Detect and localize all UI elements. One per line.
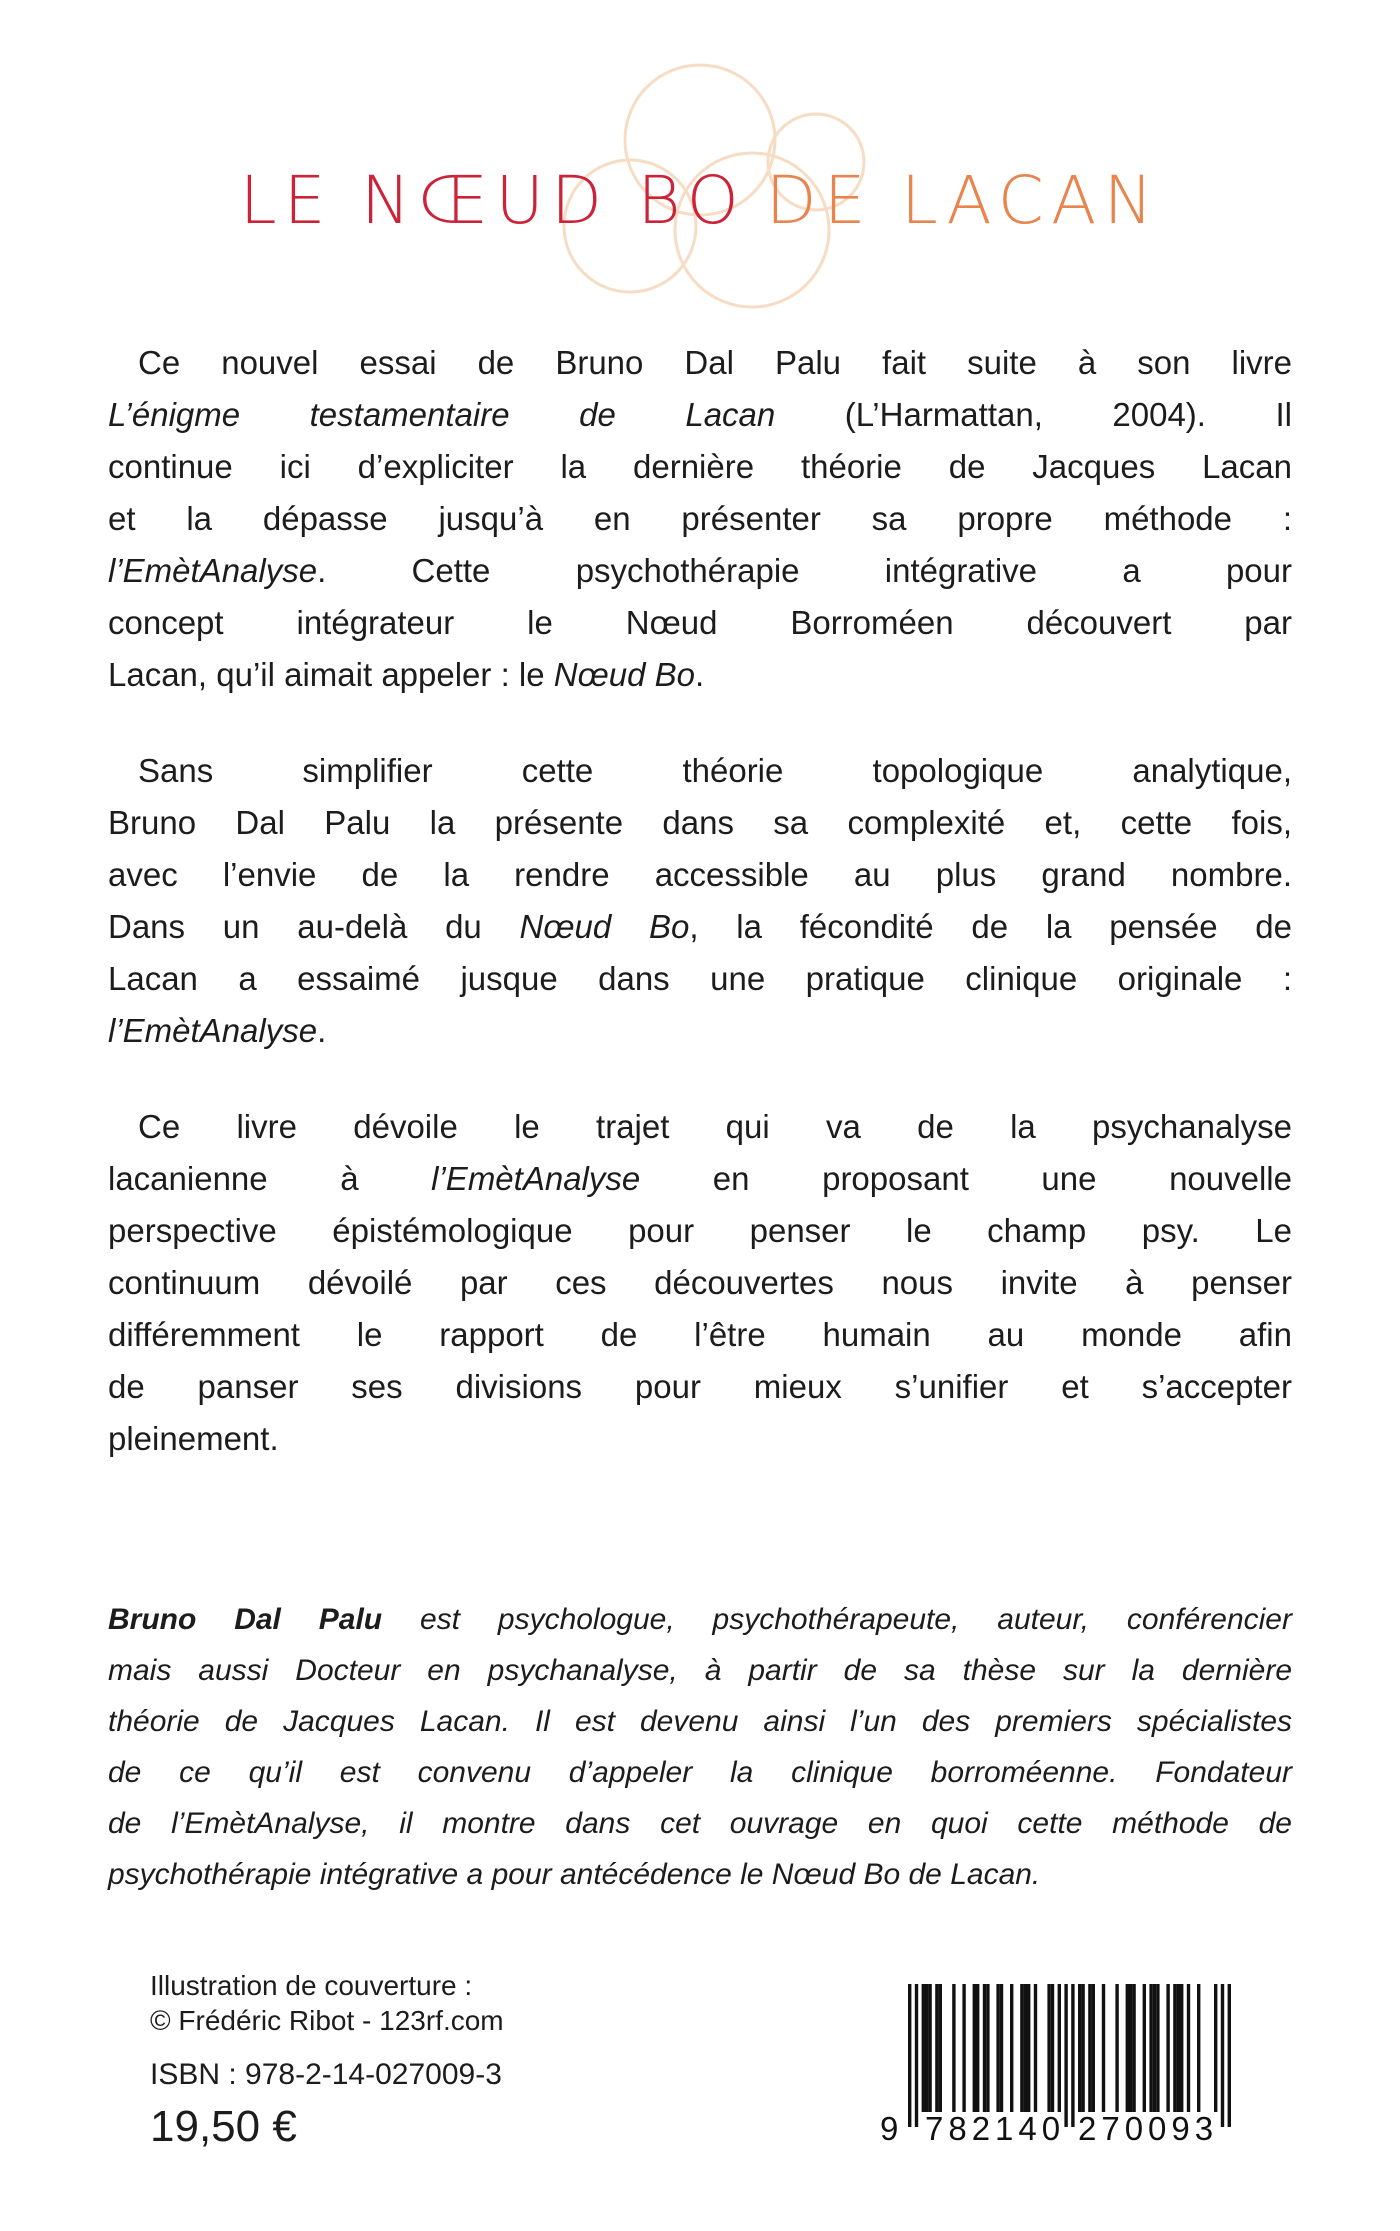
text-segment: en proposant une nouvelle [640,1160,1292,1197]
barcode-bar [1177,1984,1180,2112]
barcode-bar [1115,1984,1118,2112]
text-line [108,1696,1292,1747]
barcode-bar [1129,1984,1132,2112]
barcode-bar [1020,1984,1023,2112]
barcode-bar [1102,1984,1105,2112]
text-line [108,597,1292,649]
barcode-bar [1051,1984,1054,2112]
barcode-bar [1088,1984,1091,2112]
text-segment: psychothérapie intégrative a pour antécédence le Nœud Bo de Lacan. [108,1858,1041,1891]
text-line [108,441,1292,493]
text-segment: continuum dévoilé par ces découvertes nous invite à penser [108,1264,1292,1301]
barcode-bar [962,1984,965,2112]
text-line [108,849,1292,901]
text-segment: de l’EmètAnalyse, il montre dans cet ouvrage en quoi cette méthode de [108,1807,1292,1840]
barcode-bar [939,1984,942,2112]
barcode-bar [928,1984,931,2112]
text-line [108,1747,1292,1798]
barcode-bar [1187,1984,1190,2112]
text-line [108,545,1292,597]
text-segment: continue ici d’expliciter la dernière théorie de Jacques Lacan [108,448,1292,485]
book-title-main: LE NŒUD BO [239,162,746,239]
barcode-bar [1214,1984,1217,2112]
synopsis-paragraph [108,337,1292,701]
text-segment: pleinement. [108,1420,279,1457]
barcode-bar [1156,1984,1159,2112]
barcode-bar [1126,1984,1129,2112]
barcode-bar [1197,1984,1200,2112]
barcode-bar [983,1984,986,2112]
text-segment: L’énigme testamentaire de Lacan [108,396,776,433]
text-line [108,1413,1292,1465]
cover-credit-line: Illustration de couverture : [150,1970,473,2001]
text-line [108,953,1292,1005]
book-title-author-part: DE LACAN [765,162,1161,239]
barcode-bar [986,1984,989,2112]
text-segment: avec l’envie de la rendre accessible au plus grand nombre. [108,856,1292,893]
barcode-bar [1024,1984,1027,2112]
text-line [108,901,1292,953]
text-line [108,1361,1292,1413]
text-segment: Bruno Dal Palu [108,1603,383,1636]
barcode-bar [915,1984,918,2127]
text-segment: . Cette psychothérapie intégrative a pour [317,552,1292,589]
barcode-bar [1047,1984,1050,2112]
text-segment: et la dépasse jusqu’à en présenter sa propre méthode : [108,500,1292,537]
text-segment: Ce nouvel essai de Bruno Dal Palu fait suite à son livre [138,344,1292,381]
barcode-bar [1143,1984,1146,2112]
price: 19,50 € [150,2102,297,2151]
text-line [108,649,1292,701]
text-line [108,1205,1292,1257]
barcode-bar [1153,1984,1156,2112]
barcode-bar [1058,1984,1061,2112]
text-segment: . [317,1012,327,1049]
text-segment: l’EmètAnalyse [108,552,318,589]
text-line [108,1798,1292,1849]
barcode-bar [1092,1984,1095,2112]
text-line [108,337,1292,389]
barcode-bar [1010,1984,1013,2112]
author-bio [108,1594,1292,1900]
barcode-bar [1034,1984,1037,2112]
text-segment: de panser ses divisions pour mieux s’unifier et s’accepter [108,1368,1292,1405]
text-line [108,1849,1292,1900]
barcode-bar [1132,1984,1135,2112]
text-line [108,1257,1292,1309]
text-line [108,1594,1292,1645]
barcode-bar [1221,1984,1224,2127]
cover-credit-line: © Frédéric Ribot - 123rf.com [150,2005,504,2036]
text-line [108,1101,1292,1153]
text-segment: . [694,656,705,693]
text-segment: Lacan a essaimé jusque dans une pratique clinique originale : [108,960,1292,997]
text-segment: l’EmètAnalyse [431,1160,641,1197]
ean13-barcode [878,1984,1238,2146]
text-segment: Sans simplifier cette théorie topologique analytique, [138,752,1292,789]
text-line [108,745,1292,797]
isbn: ISBN : 978-2-14-027009-3 [150,2058,502,2091]
text-segment: mais aussi Docteur en psychanalyse, à partir de sa thèse sur la dernière [108,1654,1292,1687]
barcode-bar [1081,1984,1084,2112]
text-segment: Bruno Dal Palu la présente dans sa complexité et, cette fois, [108,804,1292,841]
text-segment: Ce livre dévoile le trajet qui va de la psychanalyse [138,1108,1292,1145]
barcode-bar [1064,1984,1067,2127]
barcode-digits: 782140 [925,2110,1066,2146]
synopsis-paragraph [108,1101,1292,1465]
text-segment: Nœud Bo [519,908,690,945]
text-segment: lacanienne à [108,1160,432,1197]
barcode-bar [1149,1984,1152,2112]
text-line [108,1309,1292,1361]
barcode-bar [1071,1984,1074,2127]
text-segment: l’EmètAnalyse [108,1012,318,1049]
barcode-bar [1027,1984,1030,2112]
book-title [0,162,1400,239]
text-line [108,493,1292,545]
text-line [108,797,1292,849]
text-segment: Nœud Bo [553,656,695,693]
barcode-bar [922,1984,925,2112]
text-line [108,1005,1292,1057]
barcode-bar [1078,1984,1081,2112]
cover-credit [150,1968,504,2038]
barcode-bar [973,1984,976,2112]
text-line [108,1645,1292,1696]
text-line [108,1153,1292,1205]
barcode-bar [925,1984,928,2112]
text-segment: Dans un au-delà du [108,908,520,945]
barcode-bar [935,1984,938,2112]
barcode-bar [1173,1984,1176,2112]
barcode-bar [1228,1984,1231,2127]
text-segment: différemment le rapport de l’être humain au monde afin [108,1316,1292,1353]
barcode-digits: 270093 [1078,2110,1219,2146]
text-segment: , la fécondité de la pensée de [689,908,1293,945]
barcode-digits: 9 [880,2110,899,2146]
barcode-bar [996,1984,999,2112]
text-segment: théorie de Jacques Lacan. Il est devenu ainsi l’un des premiers spécialistes [108,1705,1292,1738]
text-segment: concept intégrateur le Nœud Borroméen découvert par [108,604,1292,641]
barcode-bar [1000,1984,1003,2112]
synopsis-paragraph [108,745,1292,1057]
text-segment: Lacan, qu’il aimait appeler : le [108,656,554,693]
barcode-bar [952,1984,955,2112]
barcode-bar [1166,1984,1169,2112]
synopsis [108,337,1292,1465]
barcode-bar [976,1984,979,2112]
text-segment: de ce qu’il est convenu d’appeler la clinique borroméenne. Fondateur [108,1756,1292,1789]
barcode-bar [1180,1984,1183,2112]
text-segment: est psychologue, psychothérapeute, auteur, conférencier [382,1603,1292,1636]
text-segment: (L’Harmattan, 2004). Il [775,396,1292,433]
text-segment: perspective épistémologique pour penser le champ psy. Le [108,1212,1292,1249]
text-line [108,389,1292,441]
barcode-bar [908,1984,911,2127]
